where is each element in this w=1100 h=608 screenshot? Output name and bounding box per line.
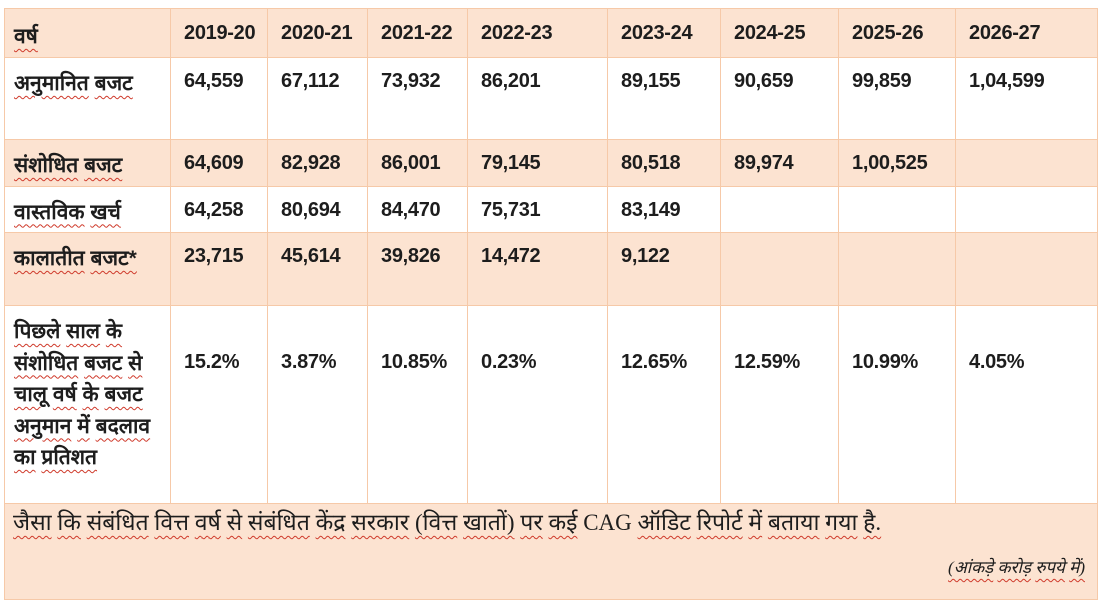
value-cell: 64,258 xyxy=(171,186,268,233)
value-cell: 99,859 xyxy=(839,58,956,140)
value-cell xyxy=(839,186,956,233)
col-header-2020-21: 2020-21 xyxy=(268,9,368,58)
col-header-2024-25: 2024-25 xyxy=(721,9,839,58)
source-footnote: जैसा कि संबंधित वित्त वर्ष से संबंधित केंद्र सरकार (वित्त खातों) पर कई CAG ऑडिट रिपोर्ट में बताया गया है. xyxy=(13,510,882,535)
units-note: (आंकड़े करोड़ रुपये में) xyxy=(948,558,1085,578)
value-cell: 83,149 xyxy=(608,186,721,233)
value-cell xyxy=(956,233,1098,306)
row-estimated-budget xyxy=(5,58,1098,140)
value-cell: 73,932 xyxy=(368,58,468,140)
row-label-actual-expenditure: वास्तविक खर्च xyxy=(5,186,171,233)
year-column-header xyxy=(5,9,171,58)
value-cell: 86,001 xyxy=(368,140,468,187)
value-cell: 89,155 xyxy=(608,58,721,140)
row-label-percent-change: पिछले साल के संशोधित बजट से चालू वर्ष के बजट अनुमान में बदलाव का प्रतिशत xyxy=(5,306,171,504)
value-cell: 10.99% xyxy=(839,306,956,504)
row-lapsed-budget xyxy=(5,233,1098,306)
col-header-2023-24: 2023-24 xyxy=(608,9,721,58)
value-cell: 64,609 xyxy=(171,140,268,187)
value-cell: 82,928 xyxy=(268,140,368,187)
col-header-2025-26: 2025-26 xyxy=(839,9,956,58)
row-label-estimated-budget: अनुमानित बजट xyxy=(5,58,171,140)
value-cell xyxy=(721,233,839,306)
value-cell: 10.85% xyxy=(368,306,468,504)
value-cell: 39,826 xyxy=(368,233,468,306)
value-cell: 4.05% xyxy=(956,306,1098,504)
value-cell: 89,974 xyxy=(721,140,839,187)
header-row xyxy=(5,9,1098,58)
col-header-2022-23: 2022-23 xyxy=(468,9,608,58)
row-actual-expenditure xyxy=(5,186,1098,233)
value-cell: 12.65% xyxy=(608,306,721,504)
value-cell: 14,472 xyxy=(468,233,608,306)
col-header-2026-27: 2026-27 xyxy=(956,9,1098,58)
row-revised-budget xyxy=(5,140,1098,187)
row-percent-change xyxy=(5,306,1098,504)
value-cell xyxy=(956,140,1098,187)
value-cell: 75,731 xyxy=(468,186,608,233)
value-cell: 45,614 xyxy=(268,233,368,306)
value-cell: 3.87% xyxy=(268,306,368,504)
row-label-lapsed-budget: कालातीत बजट* xyxy=(5,233,171,306)
value-cell xyxy=(721,186,839,233)
value-cell: 12.59% xyxy=(721,306,839,504)
value-cell: 1,00,525 xyxy=(839,140,956,187)
col-header-2019-20: 2019-20 xyxy=(171,9,268,58)
value-cell: 79,145 xyxy=(468,140,608,187)
value-cell: 23,715 xyxy=(171,233,268,306)
year-header-label: वर्ष xyxy=(14,25,38,48)
footer-row xyxy=(5,504,1098,600)
row-label-revised-budget: संशोधित बजट xyxy=(5,140,171,187)
value-cell: 84,470 xyxy=(368,186,468,233)
value-cell: 9,122 xyxy=(608,233,721,306)
value-cell: 90,659 xyxy=(721,58,839,140)
value-cell: 15.2% xyxy=(171,306,268,504)
value-cell: 86,201 xyxy=(468,58,608,140)
value-cell xyxy=(956,186,1098,233)
value-cell: 67,112 xyxy=(268,58,368,140)
value-cell: 80,518 xyxy=(608,140,721,187)
col-header-2021-22: 2021-22 xyxy=(368,9,468,58)
budget-table xyxy=(4,8,1098,600)
footer-cell xyxy=(5,504,1098,600)
value-cell: 1,04,599 xyxy=(956,58,1098,140)
value-cell: 80,694 xyxy=(268,186,368,233)
value-cell: 64,559 xyxy=(171,58,268,140)
value-cell: 0.23% xyxy=(468,306,608,504)
value-cell xyxy=(839,233,956,306)
